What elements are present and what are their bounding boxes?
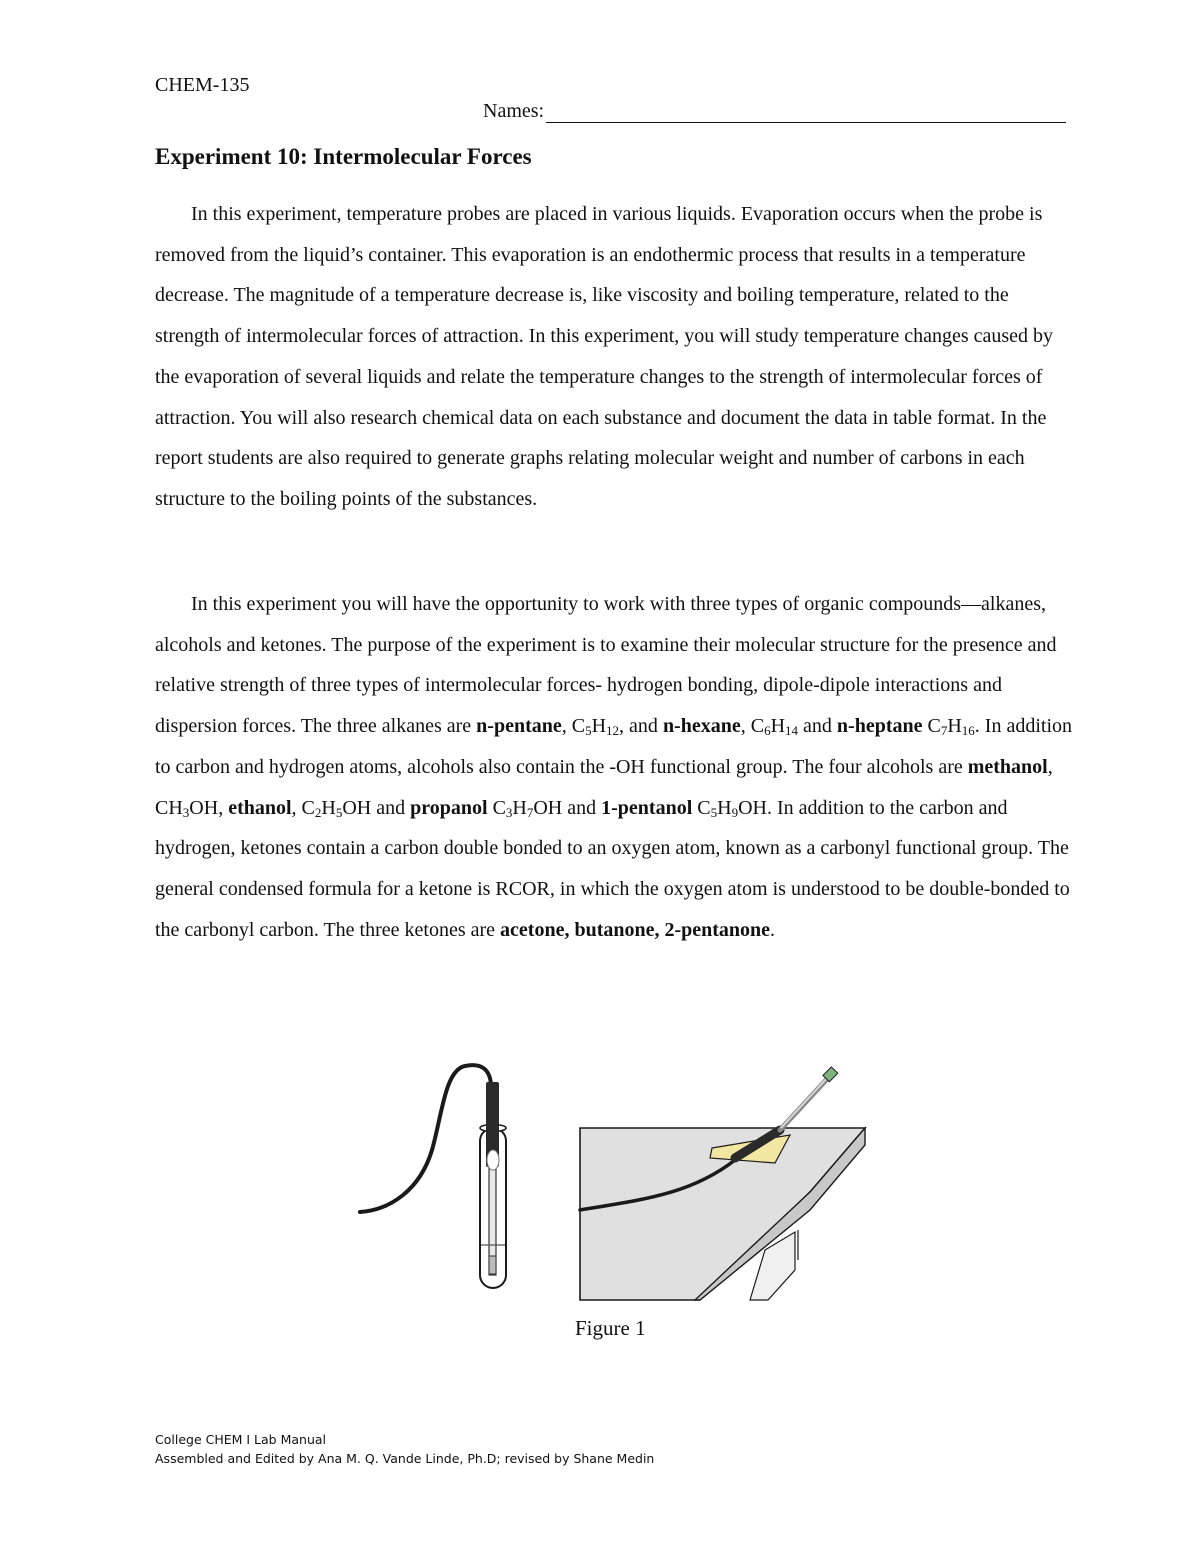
- names-field: [483, 100, 1066, 123]
- p2-text-8: . In addition to the carbon and hydrogen, ketones contain a carbon double bonded to an oxygen atom, known as a carbonyl functional group. The general condensed formula for a ketone is RCOR, in which the oxygen atom is understood to be double-bonded to the carbonyl carbon. The three ketones are: [155, 796, 1070, 941]
- footer-manual-title: College CHEM I Lab Manual: [155, 1432, 327, 1447]
- page-footer: [155, 1430, 654, 1468]
- probe-on-table: [580, 1067, 865, 1300]
- methanol-name: methanol: [967, 755, 1048, 778]
- n-pentane-formula: $C_5H_{12}$: [571, 715, 620, 739]
- probe-tip: [489, 1256, 496, 1274]
- n-heptane-formula: $C_7H_{16}$: [927, 715, 975, 739]
- ethanol-formula: $C_2H_5OH$: [301, 796, 372, 820]
- figure-caption: Figure 1: [575, 1316, 646, 1340]
- pentanol-formula: $C_5H_9OH$: [697, 796, 767, 820]
- p2-text-3: and: [798, 715, 837, 738]
- probe-cable-left: [360, 1065, 491, 1212]
- probe-in-test-tube: [360, 1065, 506, 1288]
- footer-credits: Assembled and Edited by Ana M. Q. Vande Linde, Ph.D; revised by Shane Medin: [155, 1451, 655, 1466]
- names-label: Names:: [483, 100, 545, 122]
- names-blank-line: [546, 100, 1066, 123]
- ethanol-name: ethanol: [228, 796, 292, 819]
- propanol-name: propanol: [410, 796, 488, 819]
- methanol-formula: $CH_3OH$: [155, 796, 219, 820]
- page-title: Experiment 10: Intermolecular Forces: [155, 144, 532, 169]
- n-hexane-formula: $C_6H_{14}$: [750, 715, 799, 739]
- liquid-highlight: [487, 1150, 499, 1170]
- probe-rod-right-highlight: [781, 1077, 828, 1128]
- ketones-list: acetone, butanone, 2-pentanone: [500, 918, 771, 941]
- p2-text-7: and: [562, 796, 602, 819]
- course-code: CHEM-135: [155, 74, 250, 96]
- p2-text-6: and: [371, 796, 411, 819]
- pentanol-name: 1-pentanol: [601, 796, 693, 819]
- p2-text-9: .: [770, 918, 776, 941]
- compounds-paragraph: In this experiment you will have the opportunity to work with three types of organic compounds—alkanes, alcohols and ketones. The purpose of the experiment is to examine their molecular structure for the presence and relative strength of three types of intermolecular forces- hydrogen bonding, dipole-dipole interactions and dispersion forces. The three alkanes are n-pentane, $C_5H_{12}$, and n-hexane, $C_6H_{14}$ and n-heptane $C_7H_{16}$. In addition to carbon and hydrogen atoms, alcohols also contain the -OH functional group. The four alcohols are methanol, $CH_3OH$, ethanol, $C_2H_5OH$ and propanol $C_3H_7OH$ and 1-pentanol $C_5H_9OH$. In addition to the carbon and hydrogen, ketones contain a carbon double bonded to an oxygen atom, known as a carbonyl functional group. The general condensed formula for a ketone is RCOR, in which the oxygen atom is understood to be double-bonded to the carbonyl carbon. The three ketones are acetone, butanone, 2-pentanone.: [155, 593, 1073, 941]
- figure-1-illustration: [350, 1060, 880, 1305]
- n-hexane-name: n-hexane: [662, 715, 741, 738]
- p2-text-4: . In addition to carbon and hydrogen atoms, alcohols also contain the -OH functional group. The four alcohols are: [155, 715, 1073, 778]
- p2-text-2: , and: [619, 715, 663, 738]
- n-heptane-name: n-heptane: [836, 715, 923, 738]
- n-pentane-name: n-pentane: [476, 715, 562, 738]
- intro-paragraph: In this experiment, temperature probes are placed in various liquids. Evaporation occurs when the probe is removed from the liquid’s container. This evaporation is an endothermic process that results in a temperature decrease. The magnitude of a temperature decrease is, like viscosity and boiling temperature, related to the strength of intermolecular forces of attraction. In this experiment, you will study temperature changes caused by the evaporation of several liquids and relate the temperature changes to the strength of intermolecular forces of attraction. You will also research chemical data on each substance and document the data in table format. In the report students are also required to generate graphs relating molecular weight and number of carbons in each structure to the boiling points of the substances.: [155, 203, 1054, 510]
- p2-text-5: ,: [218, 796, 229, 819]
- propanol-formula: $C_3H_7OH$: [492, 796, 563, 820]
- p2-text-1: In this experiment you will have the opportunity to work with three types of organic compounds—alkanes, alcohols and ketones. The purpose of the experiment is to examine their molecular structure for the presence and relative strength of three types of intermolecular forces- hydrogen bonding, dipole-dipole interactions and dispersion forces. The three alkanes are: [155, 593, 1057, 738]
